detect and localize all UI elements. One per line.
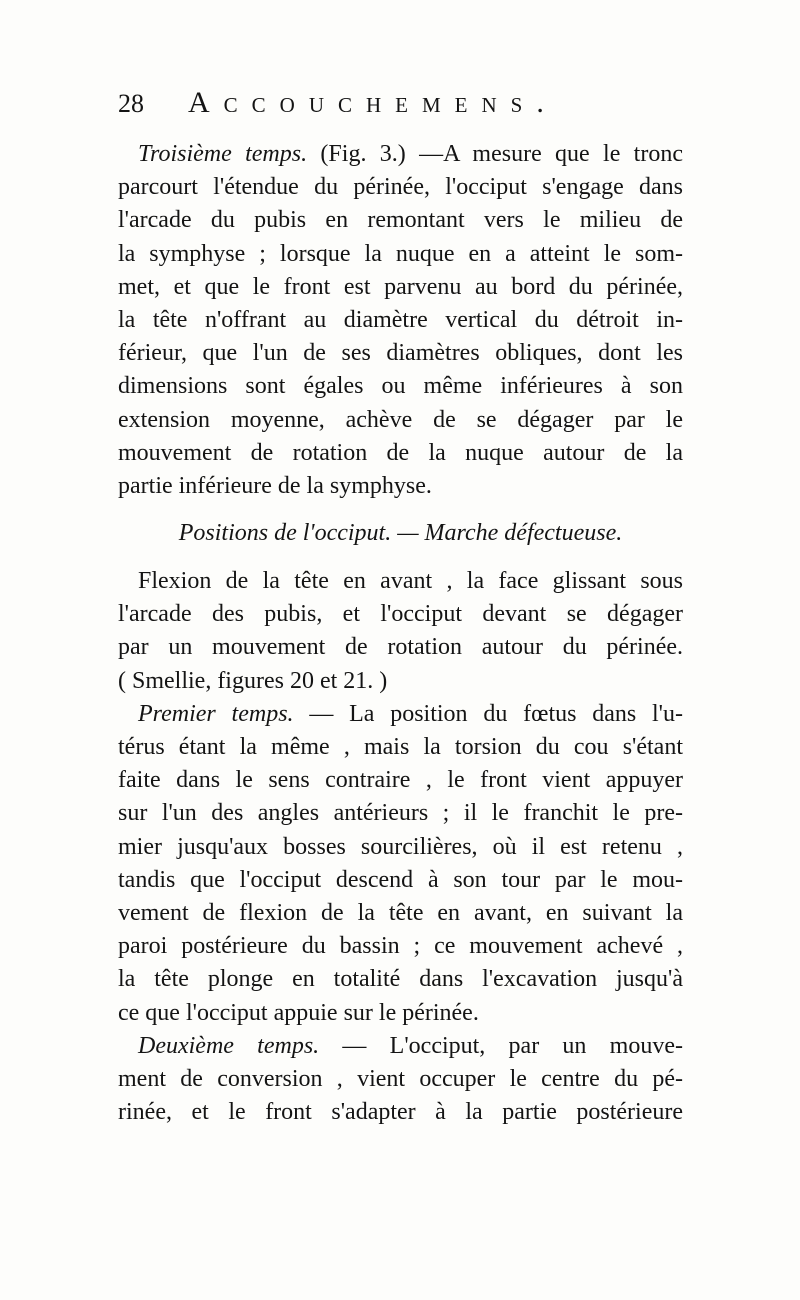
lead-rest: — La position du fœtus dans l'u- xyxy=(293,700,683,727)
lead-italic: Deuxième temps. xyxy=(138,1032,320,1059)
text-line: dimensions sont égales ou même inférieures à son xyxy=(118,373,683,400)
text-line: partie inférieure de la symphyse. xyxy=(118,472,432,499)
text-line: férieur, que l'un de ses diamètres obliques, dont les xyxy=(118,340,683,367)
paragraph-1-lead xyxy=(118,138,683,171)
text-line: Flexion de la tête en avant , la face glissant sous xyxy=(138,568,683,595)
text-line: la tête n'offrant au diamètre vertical du détroit in- xyxy=(118,306,683,333)
text-line: térus étant la même , mais la torsion du cou s'étant xyxy=(118,734,683,760)
text-line: tandis que l'occiput descend à son tour par le mou- xyxy=(118,866,683,893)
text-line: mouvement de rotation de la nuque autour de la xyxy=(118,439,683,466)
section-heading: Positions de l'occiput. — Marche défectueuse. xyxy=(178,520,623,547)
text-line: parcourt l'étendue du périnée, l'occiput s'engage dans xyxy=(118,174,683,201)
lead-italic: Premier temps. xyxy=(138,700,294,727)
text-line: ment de conversion , vient occuper le centre du pé- xyxy=(118,1065,683,1092)
text-line: paroi postérieure du bassin ; ce mouvement achevé , xyxy=(118,933,683,960)
paragraph-3-lead xyxy=(118,698,683,731)
text-line: ce que l'occiput appuie sur le périnée. xyxy=(118,999,479,1026)
paragraph-4-lead xyxy=(118,1030,683,1063)
text-line: mier jusqu'aux bosses sourcilières, où il est retenu , xyxy=(118,833,683,860)
lead-rest: — L'occiput, par un mouve- xyxy=(319,1032,683,1059)
text-line: la tête plonge en totalité dans l'excavation jusqu'à xyxy=(118,966,683,993)
text-line: faite dans le sens contraire , le front vient appuyer xyxy=(118,767,683,794)
lead-rest: (Fig. 3.) —A mesure que le tronc xyxy=(307,141,683,167)
text-line: extension moyenne, achève de se dégager par le xyxy=(118,406,683,433)
body-text xyxy=(118,138,683,1129)
text-line: l'arcade des pubis, et l'occiput devant se dégager xyxy=(118,601,683,628)
page-number: 28 xyxy=(118,89,144,118)
text-line: ( Smellie, figures 20 et 21. ) xyxy=(118,667,388,694)
text-line: la symphyse ; lorsque la nuque en a atteint le som- xyxy=(118,240,683,267)
text-line: l'arcade du pubis en remontant vers le milieu de xyxy=(118,207,683,234)
text-line: sur l'un des angles antérieurs ; il le franchit le pre- xyxy=(118,800,683,827)
text-line: par un mouvement de rotation autour du périnée. xyxy=(118,634,683,661)
page-header xyxy=(118,86,688,126)
text-line: met, et que le front est parvenu au bord du périnée, xyxy=(118,273,683,300)
text-line: rinée, et le front s'adapter à la partie postérieure xyxy=(118,1099,683,1126)
running-head: Accouchemens. xyxy=(188,86,558,119)
lead-italic: Troisième temps. xyxy=(138,141,308,167)
text-line: vement de flexion de la tête en avant, en suivant la xyxy=(118,899,683,926)
